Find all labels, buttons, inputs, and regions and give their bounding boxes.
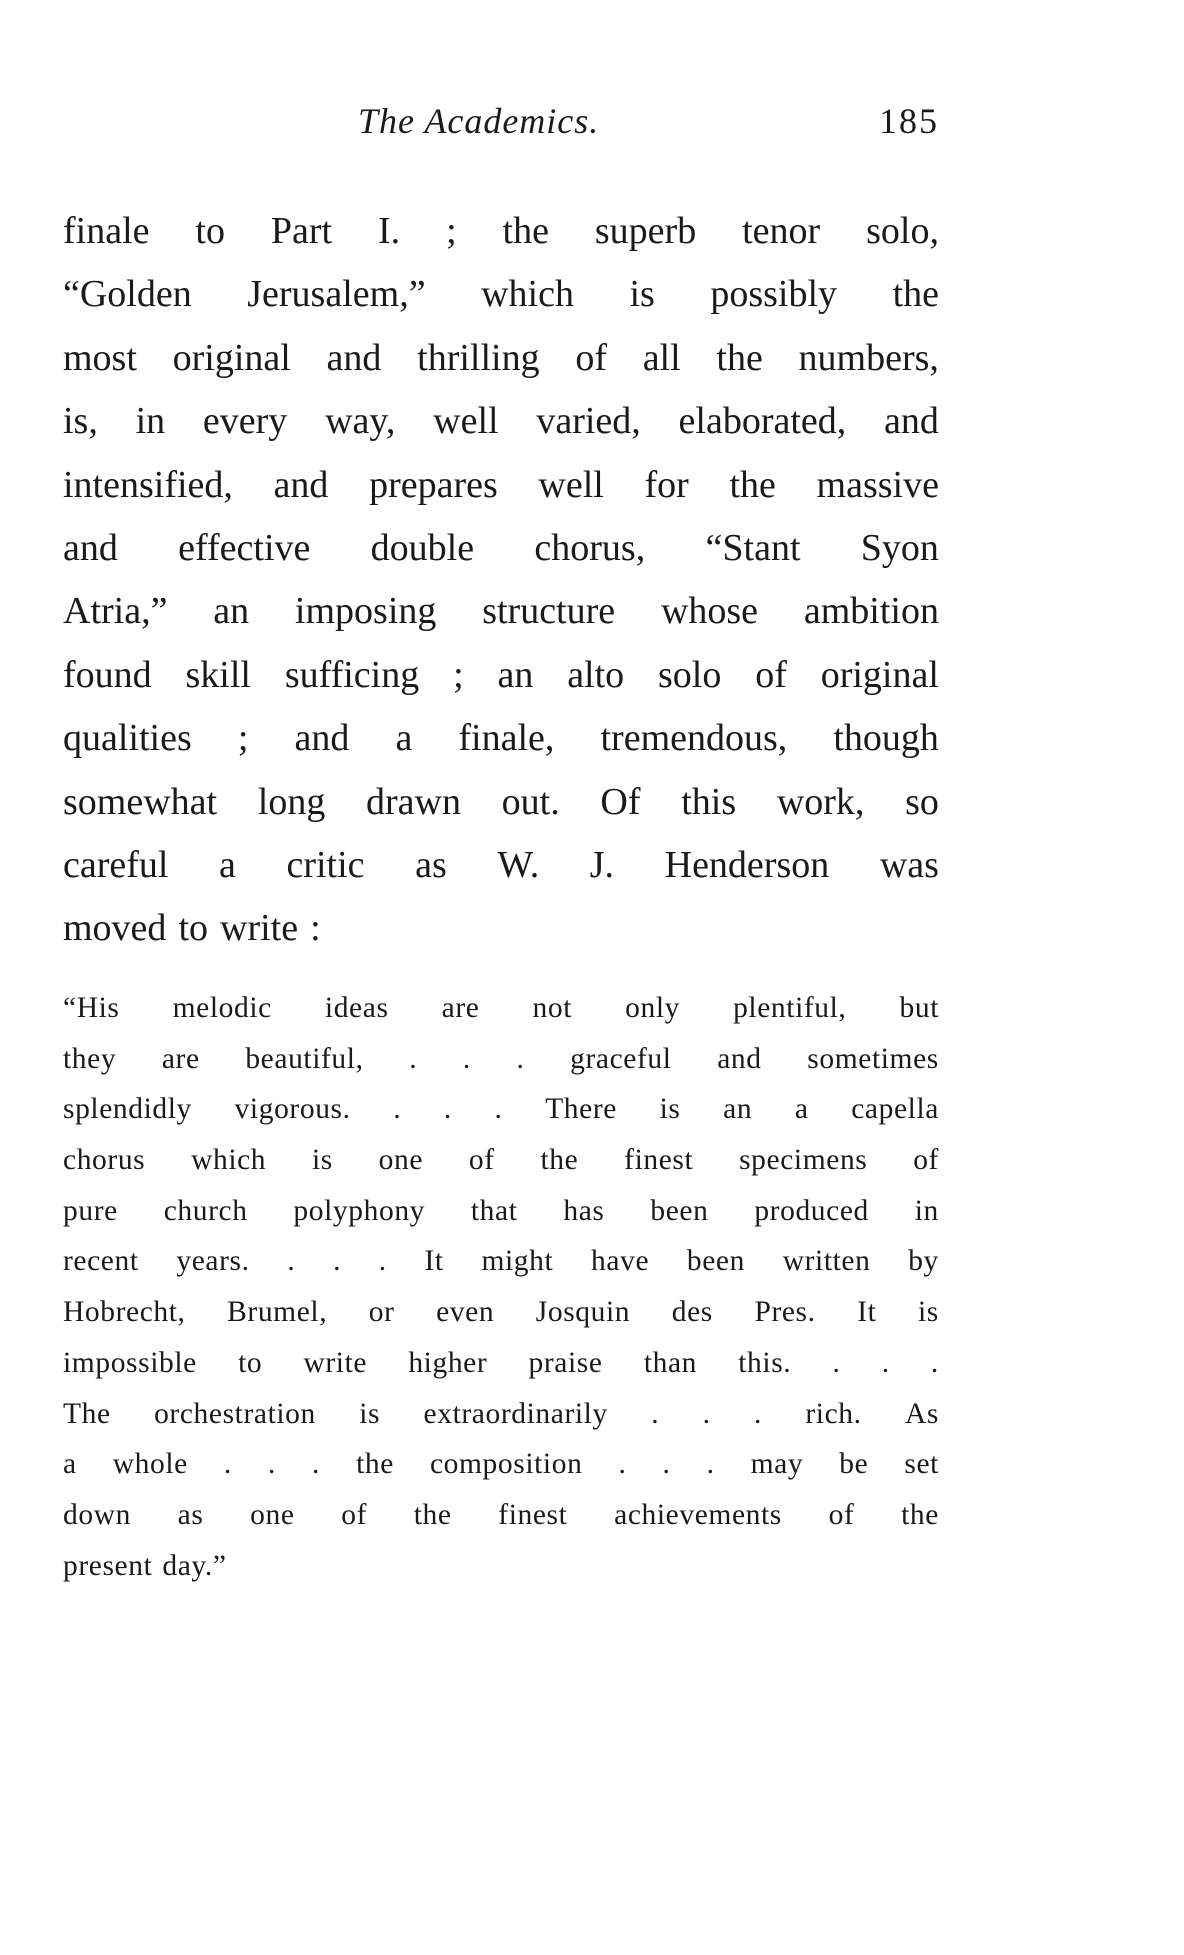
quote-line: pure church polyphony that has been produced in bbox=[63, 1194, 939, 1227]
body-paragraph bbox=[63, 200, 939, 961]
quote-line: a whole . . . the composition . . . may be set bbox=[63, 1448, 939, 1481]
paragraph-line: Atria,” an imposing structure whose ambition bbox=[63, 590, 939, 633]
paragraph-line: and effective double chorus, “Stant Syon bbox=[63, 526, 939, 569]
paragraph-line: most original and thrilling of all the numbers, bbox=[63, 336, 939, 379]
paragraph-line: moved to write : bbox=[63, 907, 321, 950]
running-header bbox=[63, 100, 939, 150]
paragraph-line: is, in every way, well varied, elaborated, and bbox=[63, 400, 939, 443]
quote-line: down as one of the finest achievements of the bbox=[63, 1498, 939, 1531]
quote-line: chorus which is one of the finest specimens of bbox=[63, 1144, 939, 1177]
page-number: 185 bbox=[879, 101, 939, 141]
paragraph-line: “Golden Jerusalem,” which is possibly the bbox=[63, 273, 939, 316]
quote-line: Hobrecht, Brumel, or even Josquin des Pres. It is bbox=[63, 1296, 939, 1329]
paragraph-line: qualities ; and a finale, tremendous, though bbox=[63, 717, 939, 760]
running-title: The Academics. bbox=[358, 101, 600, 141]
block-quote bbox=[63, 983, 939, 1591]
paragraph-line: intensified, and prepares well for the massive bbox=[63, 463, 939, 506]
quote-line: “His melodic ideas are not only plentiful, but bbox=[63, 992, 939, 1024]
quote-line: The orchestration is extraordinarily . . . rich. As bbox=[63, 1397, 939, 1430]
quote-line: present day.” bbox=[63, 1549, 227, 1582]
quote-line: splendidly vigorous. . . . There is an a capella bbox=[63, 1093, 939, 1126]
quote-line: they are beautiful, . . . graceful and sometimes bbox=[63, 1042, 939, 1075]
quote-line: recent years. . . . It might have been written by bbox=[63, 1245, 939, 1278]
quote-line: impossible to write higher praise than this. . . . bbox=[63, 1346, 939, 1379]
paragraph-line: careful a critic as W. J. Henderson was bbox=[63, 843, 939, 886]
paragraph-line: finale to Part I. ; the superb tenor solo, bbox=[63, 210, 939, 252]
paragraph-line: found skill sufficing ; an alto solo of original bbox=[63, 653, 939, 696]
paragraph-line: somewhat long drawn out. Of this work, so bbox=[63, 780, 939, 823]
